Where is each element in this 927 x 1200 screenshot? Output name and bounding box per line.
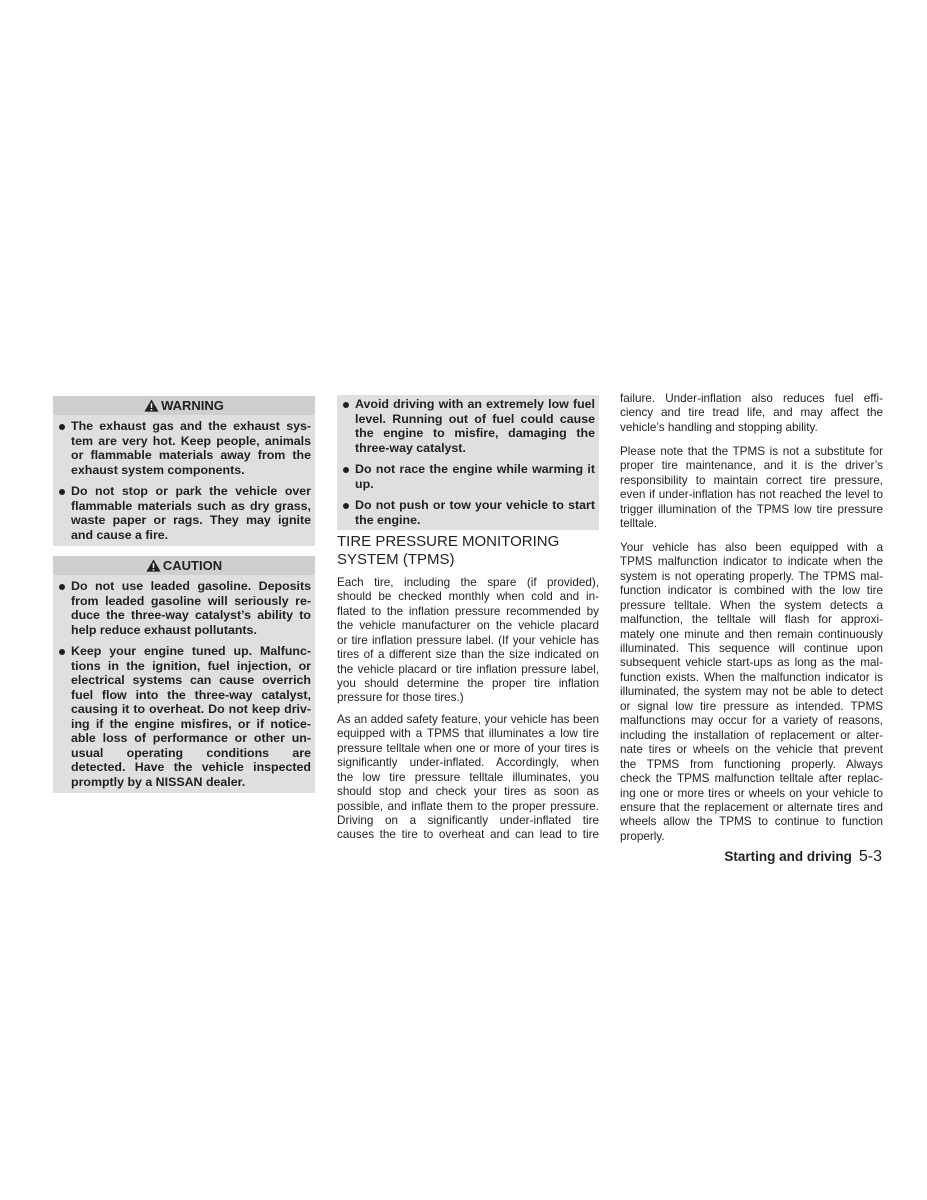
section-heading xyxy=(337,533,599,569)
text-line: function exists. When the malfunction indicator is xyxy=(620,670,883,684)
text-line: duce the three-way catalyst’s ability to xyxy=(71,608,311,622)
bullet-icon xyxy=(337,397,355,455)
text-line: or tire inflation pressure label. (If your vehicle has xyxy=(337,633,599,647)
caution-bullet-item xyxy=(337,498,595,527)
text-line: Your vehicle has also been equipped with a xyxy=(620,540,883,554)
text-line: the engine. xyxy=(355,512,421,527)
text-line: three-way catalyst. xyxy=(355,440,466,455)
text-line: the TPMS from functioning properly. Always xyxy=(620,757,883,771)
text-line: properly. xyxy=(620,829,665,843)
bullet-icon xyxy=(337,462,355,491)
text-line: vehicle’s handling and stopping ability. xyxy=(620,420,818,434)
warning-bullet-item xyxy=(53,419,311,477)
text-line: flammable materials such as dry grass, xyxy=(71,498,311,513)
text-line: SYSTEM (TPMS) xyxy=(337,551,455,568)
warning-bullet-item xyxy=(53,484,311,542)
text-line: should be checked monthly when cold and in- xyxy=(337,590,599,604)
text-line: The exhaust gas and the exhaust sys- xyxy=(71,419,311,433)
bullet-icon xyxy=(53,419,71,477)
text-line: the vehicle manufacturer on the vehicle placard xyxy=(337,619,599,633)
text-line: nate tires or wheels on the vehicle that prevent xyxy=(620,743,883,757)
text-line: illuminated. This sequence will continue upon xyxy=(620,641,883,655)
page-footer xyxy=(600,847,882,867)
text-line: Please note that the TPMS is not a substitute for xyxy=(620,444,883,458)
bullet-text xyxy=(355,498,595,527)
caution-box-continued xyxy=(337,395,599,530)
text-line: As an added safety feature, your vehicle has been xyxy=(337,712,599,726)
text-line: able loss of performance or other un- xyxy=(71,731,311,745)
paragraph xyxy=(620,392,883,435)
text-line: causing it to overheat. Do not keep driv- xyxy=(71,702,311,716)
text-line: wheels allow the TPMS to continue to function xyxy=(620,815,883,829)
text-line: Do not push or tow your vehicle to start xyxy=(355,498,595,512)
text-line: or signal low tire pressure as intended. TPMS xyxy=(620,699,883,713)
text-line: from leaded gasoline will seriously re- xyxy=(71,593,311,608)
warning-triangle-icon xyxy=(146,559,161,572)
warning-triangle-icon xyxy=(144,399,159,412)
text-line: pressure telltale when one or more of your tires is xyxy=(337,741,599,755)
text-line: TIRE PRESSURE MONITORING xyxy=(337,533,560,550)
bullet-text xyxy=(71,579,311,637)
text-line: causes the tire to overheat and can lead to tire xyxy=(337,828,599,842)
text-line: function indicator is combined with the low tire xyxy=(620,584,883,598)
caution-body xyxy=(53,575,315,793)
text-line: up. xyxy=(355,476,374,491)
text-line: help reduce exhaust pollutants. xyxy=(71,622,257,637)
caution-body-continued xyxy=(337,395,599,530)
bullet-icon xyxy=(337,498,355,527)
bullet-text xyxy=(71,484,311,542)
text-line: electrical systems can cause overrich xyxy=(71,673,311,687)
paragraph xyxy=(620,445,883,532)
page-number: 5-3 xyxy=(858,848,882,865)
warning-header xyxy=(53,396,315,415)
text-line: Do not race the engine while warming it xyxy=(355,462,595,476)
text-line: waste paper or rags. They may ignite xyxy=(71,513,311,527)
text-line: Driving on a significantly under-inflated tire xyxy=(337,813,599,827)
text-line: proper tire maintenance, and it is the driver’s xyxy=(620,459,883,473)
text-line: Do not use leaded gasoline. Deposits xyxy=(71,579,311,593)
text-line: the engine to misfire, damaging the xyxy=(355,426,595,440)
caution-bullet-item xyxy=(53,644,311,789)
text-line: pressure for those tires.) xyxy=(337,691,464,705)
text-line: possible, and inflate them to the proper pressure. xyxy=(337,799,599,813)
text-line: tions in the ignition, fuel injection, or xyxy=(71,658,311,673)
text-line: check the TPMS malfunction telltale after replac- xyxy=(620,772,883,786)
text-line: ing one or more tires or wheels on your vehicle to xyxy=(620,786,883,800)
caution-bullet-item xyxy=(337,397,595,455)
text-line: the vehicle placard or tire inflation pressure label, xyxy=(337,662,599,676)
paragraph xyxy=(337,713,599,843)
text-line: usual operating conditions are xyxy=(71,745,311,760)
text-line: tem are very hot. Keep people, animals xyxy=(71,433,311,448)
text-line: malfunction, the telltale will flash for approxi- xyxy=(620,613,883,627)
caution-bullet-item xyxy=(53,579,311,637)
text-line: should stop and check your tires as soon as xyxy=(337,785,599,799)
text-line: significantly under-inflated. Accordingly, when xyxy=(337,756,599,770)
text-line: trigger illumination of the TPMS low tire pressure xyxy=(620,502,883,516)
text-line: or flammable materials away from the xyxy=(71,448,311,462)
text-line: exhaust system components. xyxy=(71,462,245,477)
text-line: Avoid driving with an extremely low fuel xyxy=(355,397,595,411)
text-line: ciency and tire tread life, and may affect the xyxy=(620,406,883,420)
text-line: system is not operating properly. The TPMS mal- xyxy=(620,569,883,583)
text-line: you should determine the proper tire inflation xyxy=(337,676,599,690)
bullet-text xyxy=(355,462,595,491)
text-line: ensure that the replacement or alternate tires and xyxy=(620,800,883,814)
warning-body xyxy=(53,415,315,546)
text-line: failure. Under-inflation also reduces fuel effi- xyxy=(620,391,883,405)
text-line: pressure telltale. When the system detects a xyxy=(620,598,883,612)
text-line: Each tire, including the spare (if provided), xyxy=(337,575,599,589)
text-line: flated to the inflation pressure recommended by xyxy=(337,604,599,618)
text-line: telltale. xyxy=(620,517,658,531)
text-line: mately one minute and then remain continuously xyxy=(620,627,883,641)
bullet-icon xyxy=(53,579,71,637)
text-line: TPMS malfunction indicator to indicate when the xyxy=(620,555,883,569)
paragraph xyxy=(337,576,599,706)
caution-header xyxy=(53,556,315,575)
text-line: promptly by a NISSAN dealer. xyxy=(71,774,246,789)
text-line: and cause a fire. xyxy=(71,527,169,542)
bullet-icon xyxy=(53,644,71,789)
text-line: the low tire pressure telltale illuminates, you xyxy=(337,770,599,784)
text-line: even if under-inflation has not reached the level to xyxy=(620,488,883,502)
text-line: including the installation of replacement or alter- xyxy=(620,728,883,742)
text-line: fuel flow into the three-way catalyst, xyxy=(71,687,311,702)
text-line: detected. Have the vehicle inspected xyxy=(71,760,311,774)
text-line: subsequent vehicle start-ups as long as the mal- xyxy=(620,656,883,670)
bullet-text xyxy=(355,397,595,455)
bullet-icon xyxy=(53,484,71,542)
text-line: level. Running out of fuel could cause xyxy=(355,411,595,426)
text-line: tires of a different size than the size indicated on xyxy=(337,648,599,662)
text-line: Do not stop or park the vehicle over xyxy=(71,484,311,498)
warning-title: WARNING xyxy=(161,398,224,413)
footer-section-title: Starting and driving xyxy=(724,849,852,864)
text-line: Keep your engine tuned up. Malfunc- xyxy=(71,644,311,658)
text-line: illuminated, the system may not be able to detect xyxy=(620,685,883,699)
text-line: equipped with a TPMS that illuminates a low tire xyxy=(337,727,599,741)
caution-box xyxy=(53,556,315,793)
text-line: ing if the engine misfires, or if notice- xyxy=(71,716,311,731)
bullet-text xyxy=(71,419,311,477)
text-line: responsibility to maintain correct tire pressure, xyxy=(620,473,883,487)
caution-title: CAUTION xyxy=(162,558,223,573)
caution-bullet-item xyxy=(337,462,595,491)
paragraph xyxy=(620,541,883,845)
text-line: malfunctions may occur for a variety of reasons, xyxy=(620,714,883,728)
warning-box xyxy=(53,396,315,546)
bullet-text xyxy=(71,644,311,789)
